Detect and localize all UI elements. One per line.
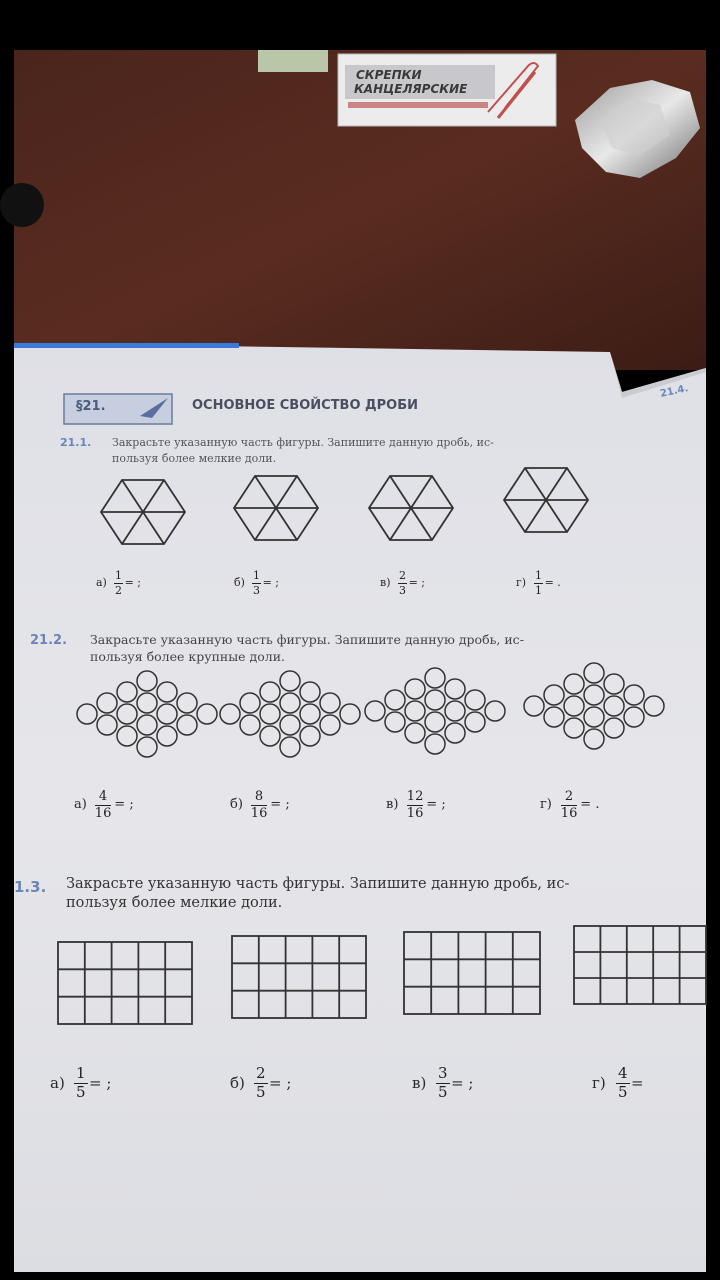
cluster-circle	[644, 696, 664, 716]
fraction-denominator: 5	[437, 1082, 448, 1101]
cluster-circle	[137, 715, 157, 735]
cluster-circle	[365, 701, 385, 721]
cluster-circle	[624, 707, 644, 727]
cluster-circle	[485, 701, 505, 721]
cluster-circle	[137, 737, 157, 757]
fraction-numerator: 1	[253, 569, 261, 582]
fraction-numerator: 2	[255, 1064, 266, 1082]
cluster-circle	[584, 685, 604, 705]
exercise-21-2-line2: пользуя более крупные доли.	[90, 649, 286, 664]
fraction-denominator: 16	[560, 805, 578, 821]
answer-21-2-equals: = ;	[270, 797, 290, 813]
answer-21-3-equals: =	[631, 1074, 644, 1093]
cluster-circle	[280, 737, 300, 757]
answer-21-1-equals: = ;	[262, 576, 280, 590]
answer-21-3-fraction	[616, 1066, 630, 1101]
fraction-denominator: 2	[115, 583, 123, 597]
fraction-numerator: 2	[564, 789, 574, 804]
fraction-denominator: 16	[250, 805, 268, 821]
exercise-21-2-line1: Закрасьте указанную часть фигуры. Запишите данную дробь, ис-	[90, 632, 524, 647]
fraction-numerator: 1	[115, 569, 123, 582]
answer-21-1-equals: = ;	[124, 576, 142, 590]
answer-21-2-equals: = ;	[114, 797, 134, 813]
cluster-circle	[524, 696, 544, 716]
exercise-21-2-number: 21.2.	[30, 633, 68, 648]
exercise-21-3-line2: пользуя более мелкие доли.	[66, 895, 283, 911]
fraction-numerator: 1	[535, 569, 543, 582]
answer-21-3-letter: г)	[592, 1074, 606, 1093]
cluster-circle	[604, 696, 624, 716]
answer-21-1-equals: = .	[544, 576, 561, 590]
cluster-circle	[564, 674, 584, 694]
cluster-circle	[240, 693, 260, 713]
cluster-circle	[425, 668, 445, 688]
cluster-circle	[564, 696, 584, 716]
cluster-circle	[157, 704, 177, 724]
answer-21-1-fraction	[114, 570, 124, 596]
answer-21-3-fraction	[74, 1066, 88, 1101]
fraction-denominator: 16	[406, 805, 424, 821]
answer-21-2-fraction	[251, 790, 268, 820]
cluster-circle	[405, 723, 425, 743]
cluster-circle	[584, 707, 604, 727]
answer-21-3-fraction	[254, 1066, 268, 1101]
exercise-21-1-line2: пользуя более мелкие доли.	[112, 452, 277, 465]
answer-21-1-letter: б)	[234, 576, 245, 590]
margin-exercise-number: 21.4.	[659, 383, 690, 400]
cluster-circle	[280, 671, 300, 691]
cluster-circle	[340, 704, 360, 724]
fraction-numerator: 8	[254, 789, 264, 804]
cluster-circle	[425, 712, 445, 732]
cluster-circle	[624, 685, 644, 705]
cluster-circle	[280, 715, 300, 735]
cluster-circle	[117, 682, 137, 702]
cluster-circle	[157, 726, 177, 746]
cluster-circle	[425, 690, 445, 710]
cluster-circle	[77, 704, 97, 724]
fraction-denominator: 3	[253, 583, 261, 597]
answer-21-1-letter: г)	[516, 576, 527, 590]
cluster-circle	[564, 718, 584, 738]
cluster-circle	[584, 729, 604, 749]
answer-21-1-equals: = ;	[408, 576, 426, 590]
cluster-circle	[157, 682, 177, 702]
cluster-circle	[260, 682, 280, 702]
fraction-denominator: 1	[535, 583, 543, 597]
cluster-circle	[137, 693, 157, 713]
cluster-circle	[260, 726, 280, 746]
box-brand-line2: КАНЦЕЛЯРСКИЕ	[354, 82, 468, 96]
cluster-circle	[97, 715, 117, 735]
answer-21-2-letter: б)	[230, 797, 243, 813]
cluster-circle	[405, 701, 425, 721]
fraction-numerator: 4	[98, 789, 108, 804]
exercise-21-3-line1: Закрасьте указанную часть фигуры. Запишите данную дробь, ис-	[66, 876, 570, 892]
answer-21-3-equals: = ;	[269, 1074, 292, 1093]
answer-21-2-letter: а)	[74, 797, 87, 813]
fraction-numerator: 1	[75, 1064, 86, 1082]
fraction-denominator: 5	[617, 1082, 628, 1101]
answer-21-1-fraction	[534, 570, 544, 596]
exercise-21-3-number: 1.3.	[14, 878, 47, 896]
cluster-circle	[197, 704, 217, 724]
cluster-circle	[300, 726, 320, 746]
answer-21-3-equals: = ;	[89, 1074, 112, 1093]
cluster-circle	[320, 715, 340, 735]
answer-21-1-letter: а)	[96, 576, 107, 590]
exercise-21-1-line1: Закрасьте указанную часть фигуры. Запишите данную дробь, ис-	[112, 436, 494, 449]
answer-21-1-fraction	[398, 570, 408, 596]
cluster-circle	[280, 693, 300, 713]
fraction-denominator: 3	[399, 583, 407, 597]
answer-21-3-letter: б)	[230, 1074, 245, 1093]
answer-21-2-fraction	[407, 790, 424, 820]
cluster-circle	[177, 693, 197, 713]
cluster-circle	[300, 704, 320, 724]
cluster-circle	[604, 674, 624, 694]
cluster-circle	[220, 704, 240, 724]
cluster-circle	[240, 715, 260, 735]
cluster-circle	[544, 685, 564, 705]
cluster-circle	[445, 701, 465, 721]
cluster-circle	[544, 707, 564, 727]
cluster-circle	[604, 718, 624, 738]
fraction-denominator: 5	[255, 1082, 266, 1101]
box-brand-line1: СКРЕПКИ	[356, 68, 422, 82]
green-object	[258, 50, 328, 72]
cluster-circle	[260, 704, 280, 724]
answer-21-1-fraction	[252, 570, 262, 596]
cluster-circle	[137, 671, 157, 691]
cluster-circle	[117, 704, 137, 724]
answer-21-2-fraction	[95, 790, 112, 820]
answer-21-2-equals: = ;	[426, 797, 446, 813]
cluster-circle	[584, 663, 604, 683]
exercise-21-1-number: 21.1.	[60, 436, 92, 449]
cluster-circle	[320, 693, 340, 713]
answer-21-3-letter: в)	[412, 1074, 427, 1093]
cluster-circle	[385, 712, 405, 732]
fraction-denominator: 5	[75, 1082, 86, 1101]
answer-21-2-letter: в)	[386, 797, 399, 813]
answer-21-2-fraction	[561, 790, 578, 820]
fraction-numerator: 2	[399, 569, 407, 582]
answer-21-2-letter: г)	[540, 797, 552, 813]
fraction-numerator: 12	[406, 789, 424, 804]
cluster-circle	[445, 723, 465, 743]
answer-21-3-equals: = ;	[451, 1074, 474, 1093]
cluster-circle	[405, 679, 425, 699]
cluster-circle	[177, 715, 197, 735]
section-number: §21.	[76, 399, 106, 414]
answer-21-3-fraction	[436, 1066, 450, 1101]
cluster-circle	[465, 690, 485, 710]
dark-object	[0, 183, 44, 227]
fraction-numerator: 4	[617, 1064, 628, 1082]
fraction-numerator: 3	[437, 1064, 448, 1082]
cluster-circle	[97, 693, 117, 713]
cluster-circle	[445, 679, 465, 699]
answer-21-3-letter: а)	[50, 1074, 65, 1093]
cluster-circle	[300, 682, 320, 702]
answer-21-1-letter: в)	[380, 576, 391, 590]
page-title: ОСНОВНОЕ СВОЙСТВО ДРОБИ	[192, 398, 418, 413]
cluster-circle	[117, 726, 137, 746]
answer-21-2-equals: = .	[580, 797, 600, 813]
cluster-circle	[465, 712, 485, 732]
cluster-circle	[385, 690, 405, 710]
cluster-circle	[425, 734, 445, 754]
fraction-denominator: 16	[94, 805, 112, 821]
